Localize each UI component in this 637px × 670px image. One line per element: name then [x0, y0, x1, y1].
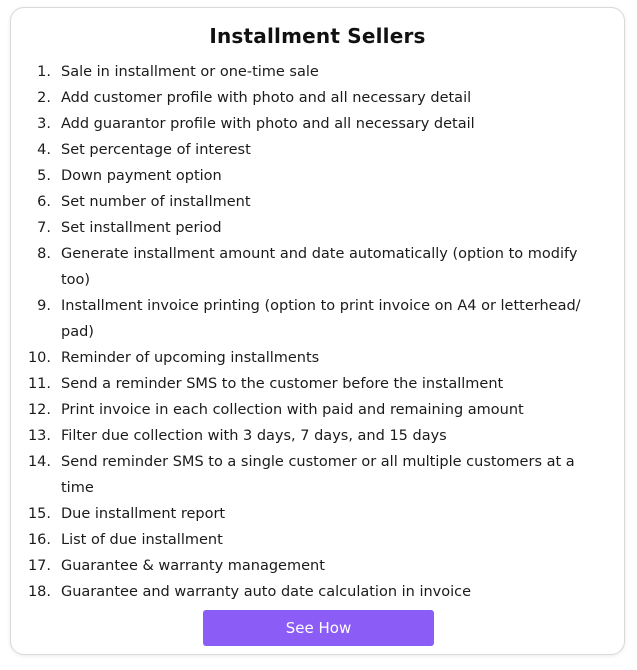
feature-item: [21, 423, 616, 449]
feature-text: Print invoice in each collection with paid and remaining amount: [61, 402, 524, 418]
feature-text: Sale in installment or one-time sale: [61, 64, 319, 80]
feature-item: [21, 501, 616, 527]
feature-number: 1.: [37, 64, 51, 80]
feature-number: 10.: [27, 350, 51, 366]
feature-number: 11.: [27, 376, 51, 392]
feature-number: 4.: [37, 142, 51, 158]
feature-text: Generate installment amount and date automatically (option to modify too): [61, 246, 578, 288]
feature-text: Set installment period: [61, 220, 222, 236]
feature-text: Add customer profile with photo and all necessary detail: [61, 90, 472, 106]
feature-text: Due installment report: [61, 506, 226, 522]
card-title: Installment Sellers: [209, 24, 426, 48]
feature-number: 17.: [27, 558, 51, 574]
feature-number: 7.: [37, 220, 51, 236]
feature-item: [21, 345, 616, 371]
see-how-button[interactable]: See How: [203, 610, 434, 646]
feature-item: [21, 85, 616, 111]
feature-item: [21, 293, 616, 345]
feature-text: Filter due collection with 3 days, 7 days, and 15 days: [61, 428, 447, 444]
feature-item: [21, 527, 616, 553]
feature-text: Send reminder SMS to a single customer or all multiple customers at a time: [61, 454, 575, 496]
feature-item: [21, 553, 616, 579]
feature-item: [21, 137, 616, 163]
feature-text: Guarantee & warranty management: [61, 558, 325, 574]
feature-number: 8.: [37, 246, 51, 262]
feature-number: 3.: [37, 116, 51, 132]
feature-card: [10, 7, 625, 655]
feature-text: Installment invoice printing (option to print invoice on A4 or letterhead/ pad): [61, 298, 581, 340]
feature-item: [21, 59, 616, 85]
feature-text: Set percentage of interest: [61, 142, 251, 158]
feature-text: Send a reminder SMS to the customer before the installment: [61, 376, 504, 392]
feature-item: [21, 189, 616, 215]
feature-text: Set number of installment: [61, 194, 251, 210]
feature-number: 14.: [27, 454, 51, 470]
feature-number: 6.: [37, 194, 51, 210]
feature-number: 9.: [37, 298, 51, 314]
feature-number: 5.: [37, 168, 51, 184]
feature-number: 12.: [27, 402, 51, 418]
feature-item: [21, 241, 616, 293]
feature-number: 2.: [37, 90, 51, 106]
feature-number: 16.: [27, 532, 51, 548]
feature-number: 18.: [27, 584, 51, 600]
feature-list: [21, 59, 616, 605]
feature-item: [21, 449, 616, 501]
feature-item: [21, 579, 616, 605]
feature-text: List of due installment: [61, 532, 223, 548]
feature-item: [21, 397, 616, 423]
feature-item: [21, 111, 616, 137]
feature-text: Add guarantor profile with photo and all necessary detail: [61, 116, 475, 132]
feature-item: [21, 371, 616, 397]
feature-number: 13.: [27, 428, 51, 444]
feature-number: 15.: [27, 506, 51, 522]
feature-text: Guarantee and warranty auto date calculation in invoice: [61, 584, 472, 600]
feature-item: [21, 163, 616, 189]
feature-text: Reminder of upcoming installments: [61, 350, 320, 366]
feature-text: Down payment option: [61, 168, 222, 184]
feature-item: [21, 215, 616, 241]
